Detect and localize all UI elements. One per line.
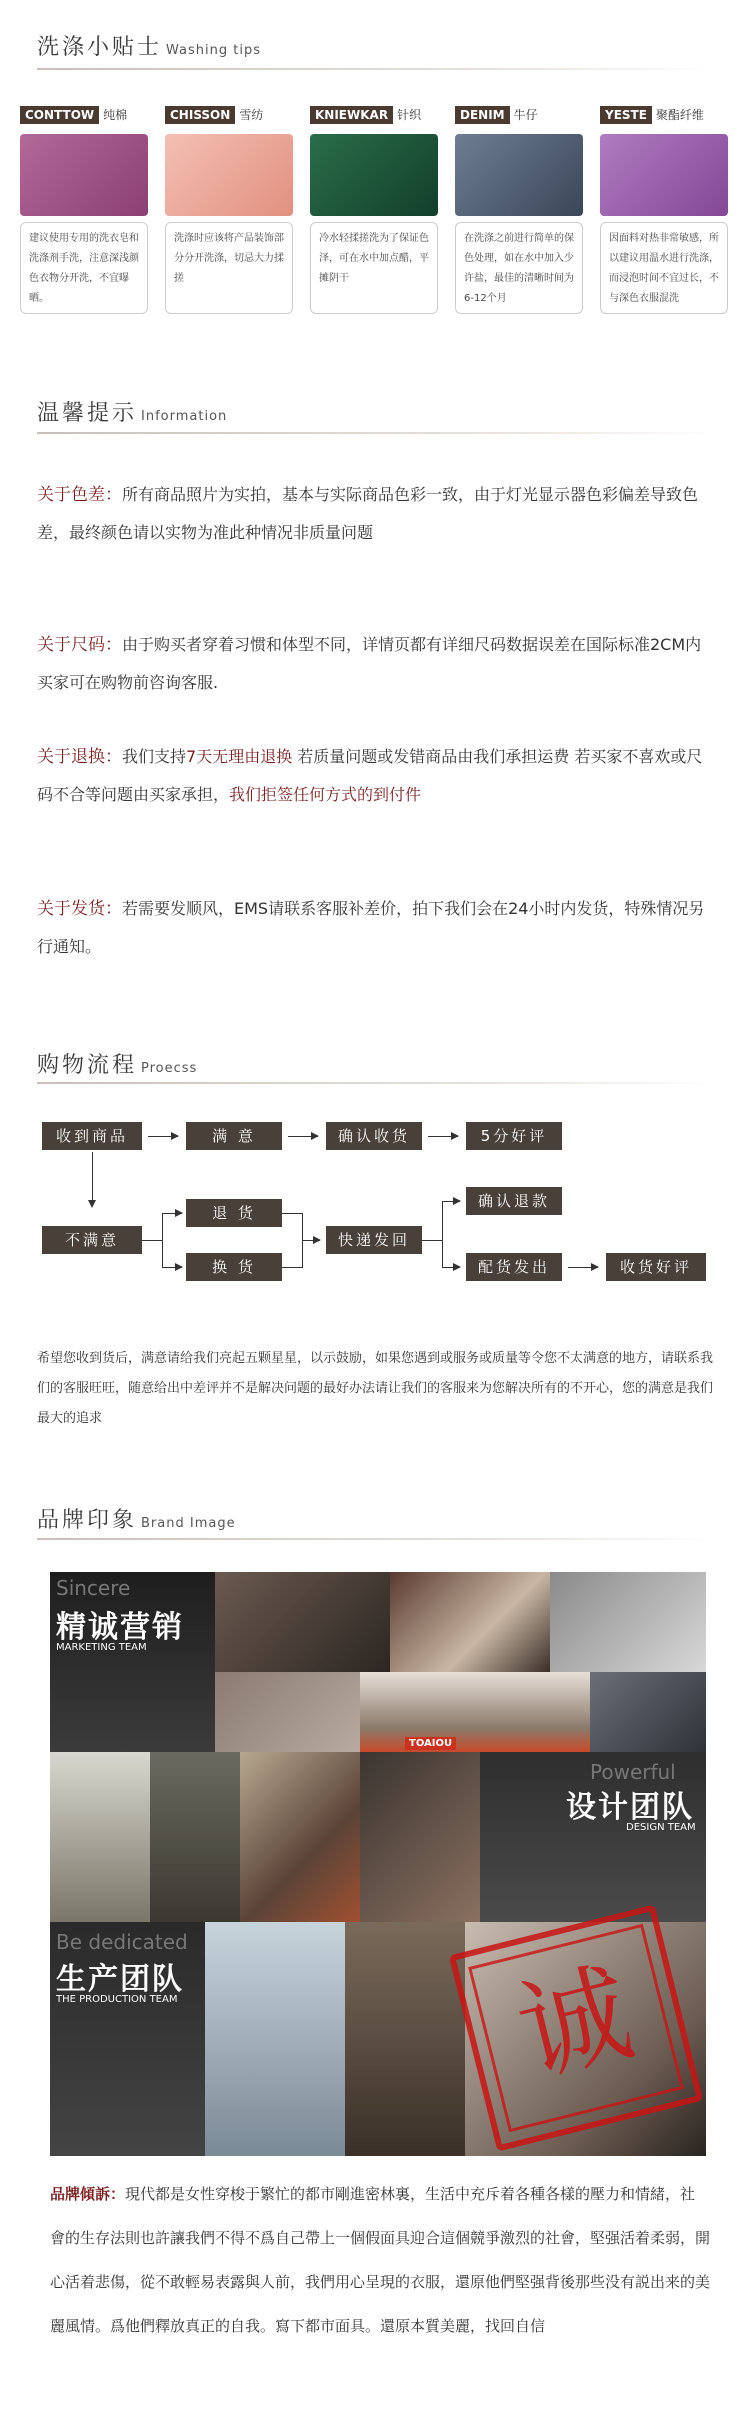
team-photo [215,1672,360,1752]
step-exchange: 换 货 [186,1253,282,1281]
fabric-swatch [600,134,728,216]
washing-tip-text: 洗涤时应该将产品装饰部分分开洗涤，切忌大力揉搓 [165,222,293,314]
team-photo [590,1672,706,1752]
team-photo [550,1572,706,1672]
flow-line [142,1240,162,1241]
team-photo [150,1752,240,1922]
fabric-swatch [165,134,293,216]
flow-arrow [302,1240,320,1241]
team-photo [50,1752,150,1922]
production-team-title: 生产团队 [56,1962,184,1997]
section-divider [37,432,717,434]
flow-arrow [288,1136,318,1137]
info-return: 关于退换：我们支持7天无理由退换 若质量问题或发错商品由我们承担运费 若买家不喜欢或尺码不合等问题由买家承担，我们拒签任何方式的到付件 [37,747,703,804]
design-team-title: 设计团队 [566,1790,694,1825]
brand-story: 品牌傾訴：現代都是女性穿梭于繁忙的都市剛進密林裏，生活中充斥着各種各樣的壓力和情緒，社會的生存法則也許讓我們不得不爲自己帶上一個假面具迎合這個競爭激烈的社會，堅强活着柔弱，開心活着悲傷，從不敢輕易表露與人前，我們用心呈現的衣服，還原他們堅强背後那些没有説出来的美麗風情。爲他們釋放真正的自我。寫下都市面具。還原本質美麗，找回自信 [50,2185,711,2335]
design-team-en: DESIGN TEAM [626,1822,696,1833]
flow-arrow [428,1136,458,1137]
flow-arrow [442,1201,460,1202]
info-color: 关于色差：所有商品照片为实拍，基本与实际商品色彩一致，由于灯光显示器色彩偏差导致色差，最终颜色请以实物为准此种情况非质量问题 [37,485,699,542]
team-photo [240,1752,360,1922]
step-confirm-refund: 确认退款 [466,1187,562,1215]
fabric-swatch [20,134,148,216]
brand-section-title: 品牌印象 Brand Image [37,1508,236,1533]
step-receive-review: 收货好评 [606,1253,706,1281]
flow-arrow [162,1267,182,1268]
step-unsatisfied: 不满意 [42,1226,142,1254]
brand-collage [50,1572,706,2156]
flow-line [282,1267,302,1268]
washing-tip-knit: KNIEWKAR 针织 冷水轻揉搓洗为了保证色泽，可在水中加点醋，平摊阴干 [310,106,438,314]
section-divider [37,1538,717,1540]
washing-tip-text: 因面料对热非常敏感，所以建议用温水进行洗涤，而浸泡时间不宜过长，不与深色衣服混洗 [600,222,728,314]
production-team-en: THE PRODUCTION TEAM [56,1994,178,2005]
flow-line [162,1213,163,1268]
factory-photo [345,1922,465,2156]
marketing-team-en: MARKETING TEAM [56,1642,147,1653]
washing-tip-text: 冷水轻揉搓洗为了保证色泽，可在水中加点醋，平摊阴干 [310,222,438,314]
flow-arrow-down [88,1200,96,1208]
step-satisfied: 满 意 [186,1122,282,1150]
step-confirm: 确认收货 [326,1122,422,1150]
washing-tip-denim: DENIM 牛仔 在洗涤之前进行简单的保色处理，如在水中加入少许盐，最佳的清晰时间为6-12个月 [455,106,583,314]
fabric-swatch [455,134,583,216]
team-photo [390,1572,550,1672]
fabric-swatch [310,134,438,216]
flow-arrow [568,1267,598,1268]
step-five-star: 5分好评 [466,1122,562,1150]
marketing-team-ghost-text: Sincere [56,1576,131,1600]
washing-tip-polyester: YESTE 聚酯纤维 因面料对热非常敏感，所以建议用温水进行洗涤，而浸泡时间不宜过长，不与深色衣服混洗 [600,106,728,314]
flow-line [92,1152,93,1204]
info-section-title: 温馨提示 Information [37,401,228,426]
washing-tip-chiffon: CHISSON 雪纺 洗涤时应该将产品装饰部分分开洗涤，切忌大力揉搓 [165,106,293,314]
step-received: 收到商品 [42,1122,142,1150]
flow-arrow [148,1136,178,1137]
team-photo [215,1572,390,1672]
team-photo [360,1672,590,1752]
flow-arrow [442,1267,460,1268]
flow-line [422,1240,442,1241]
washing-tip-cotton: CONTTOW 纯棉 建议使用专用的洗衣皂和洗涤剂手洗，注意深浅颜色衣物分开洗，不宜曝晒。 [20,106,148,314]
flow-line [442,1201,443,1267]
step-ship-out: 配货发出 [466,1253,562,1281]
seal-character: 诚 [505,1947,644,2099]
washing-tip-text: 建议使用专用的洗衣皂和洗涤剂手洗，注意深浅颜色衣物分开洗，不宜曝晒。 [20,222,148,314]
section-divider [37,68,717,70]
team-photo [360,1752,480,1922]
marketing-team-title: 精诚营销 [56,1610,184,1645]
info-size: 关于尺码：由于购买者穿着习惯和体型不同，详情页都有详细尺码数据误差在国际标准2CM内买家可在购物前咨询客服. [37,635,702,692]
section-divider [37,1082,717,1084]
design-team-ghost-text: Powerful [590,1760,676,1784]
factory-photo [205,1922,345,2156]
washing-section-title: 洗涤小贴士 Washing tips [37,35,261,60]
process-section-title: 购物流程 Proecss [37,1053,198,1078]
process-note: 希望您收到货后，满意请给我们亮起五颗星星，以示鼓励，如果您遇到或服务或质量等令您不太满意的地方，请联系我们的客服旺旺，随意给出中差评并不是解决问题的最好办法请让我们的客服来为您解决所有的不开心，您的满意是我们最大的追求 [37,1351,714,1426]
team-banner: TOAIOU [405,1737,456,1750]
step-refund: 退 货 [186,1199,282,1227]
info-shipping: 关于发货：若需要发顺风，EMS请联系客服补差价，拍下我们会在24小时内发货，特殊情况另行通知。 [37,899,705,956]
step-express: 快递发回 [326,1226,422,1254]
washing-tip-text: 在洗涤之前进行简单的保色处理，如在水中加入少许盐，最佳的清晰时间为6-12个月 [455,222,583,314]
flow-arrow [162,1213,182,1214]
production-team-ghost-text: Be dedicated [56,1930,188,1954]
flow-line [282,1213,302,1214]
